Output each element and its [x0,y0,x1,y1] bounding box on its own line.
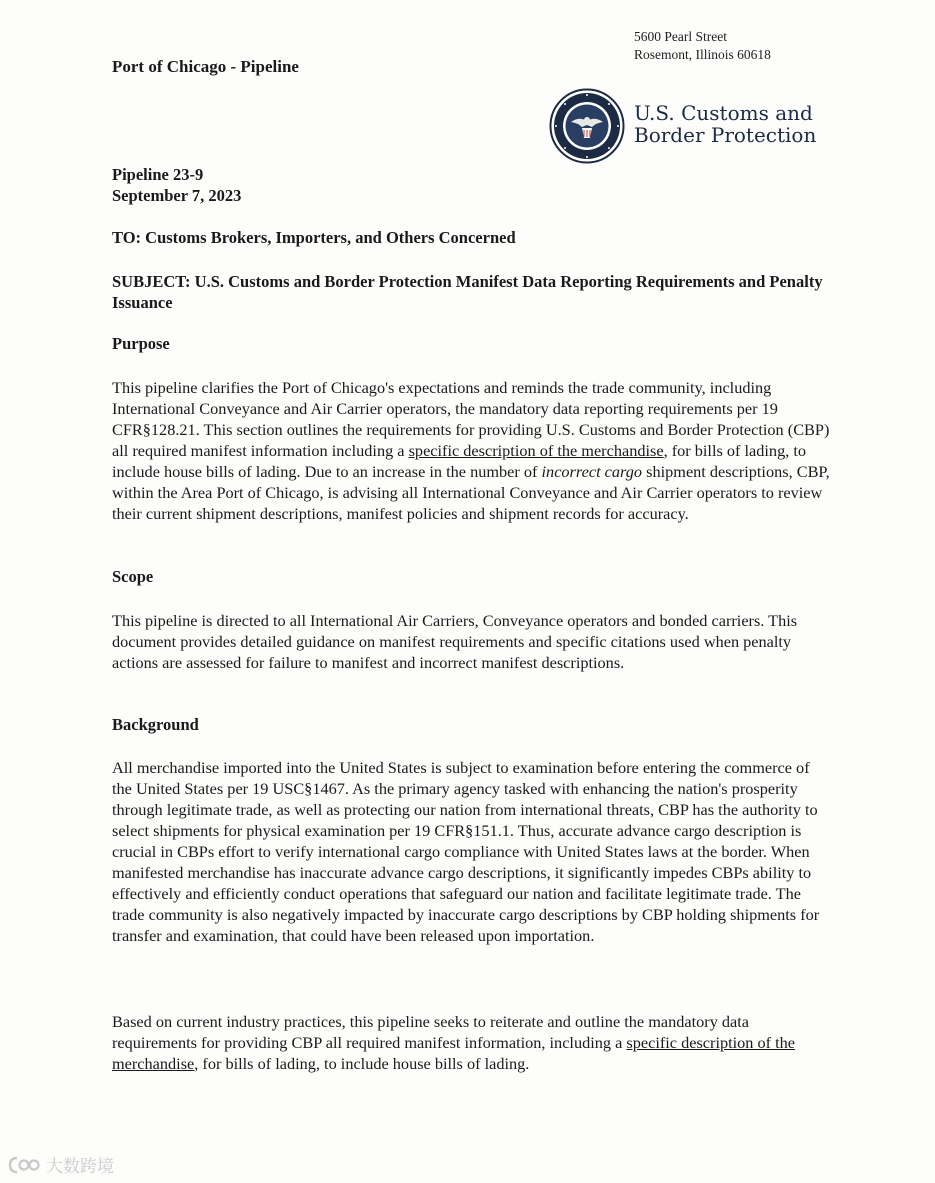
background2-text-b: , for bills of lading, to include house bills of lading. [194,1054,530,1073]
background-heading: Background [112,715,199,734]
watermark-text: 大数跨境 [46,1157,114,1177]
background-paragraph: All merchandise imported into the United States is subject to examination before entering the commerce of the United States per 19 USC§1467. As the primary agency tasked with enhancing the nation's prosperity through legitimate trade, as well as protecting our nation from international threats, CBP has the authority to select shipments for physical examination per 19 CFR§151.1. Thus, accurate advance cargo description is crucial in CBPs effort to verify international cargo compliance with United States laws at the border. When manifested merchandise has inaccurate advance cargo descriptions, it significantly impedes CBPs ability to effectively and efficiently conduct operations that safeguard our nation and facilitate legitimate trade. The trade community is also negatively impacted by inaccurate cargo descriptions by CBP holding shipments for transfer and examination, that could have been released upon importation. [112,758,820,945]
pipeline-date: September 7, 2023 [112,186,242,205]
pipeline-meta [112,164,241,206]
watermark [8,1152,114,1177]
to-line: TO: Customs Brokers, Importers, and Others Concerned [112,228,516,247]
purpose-italic-phrase: incorrect cargo [541,462,643,481]
cbp-seal-icon [549,88,625,164]
background2-text-a: Based on current industry practices, this pipeline seeks to reiterate and outline the mandatory data requirements for providing CBP all required manifest information, including a [112,1012,750,1052]
purpose-paragraph [112,377,832,524]
port-title: Port of Chicago - Pipeline [112,57,299,76]
scope-paragraph: This pipeline is directed to all International Air Carriers, Conveyance operators and bonded carriers. This document provides detailed guidance on manifest requirements and specific citations used when penalty actions are assessed for failure to manifest and incorrect manifest descriptions. [112,611,798,672]
agency-name [634,102,816,146]
background-paragraph-2 [112,1011,832,1074]
background2-underlined-phrase: specific description of the merchandise [112,1033,796,1073]
scope-heading: Scope [112,567,154,586]
purpose-underlined-phrase: specific description of the merchandise [408,441,664,460]
address-line-2: Rosemont, Illinois 60618 [634,47,771,62]
subject-line [112,271,832,313]
return-address [634,28,771,64]
purpose-text-b: , for bills of lading, to include house bills of lading. Due to an increase in the number of [112,441,807,481]
pipeline-number: Pipeline 23-9 [112,165,204,184]
subject-label: SUBJECT: [112,272,191,291]
agency-line-2: Border Protection [634,123,817,147]
address-line-1: 5600 Pearl Street [634,29,727,44]
watermark-logo-icon [8,1155,42,1175]
agency-line-1: U.S. Customs and [634,101,813,125]
purpose-text-a: This pipeline clarifies the Port of Chicago's expectations and reminds the trade community, including International Conveyance and Air Carrier operators, the mandatory data reporting requirements per 19 CFR§128.21. This section outlines the requirements for providing U.S. Customs and Border Protection (CBP) all required manifest information including a [112,378,830,460]
purpose-text-c: shipment descriptions, CBP, within the Area Port of Chicago, is advising all International Conveyance and Air Carrier operators to review their current shipment descriptions, manifest policies and shipment records for accuracy. [112,462,830,523]
purpose-heading: Purpose [112,334,170,353]
subject-text: U.S. Customs and Border Protection Manifest Data Reporting Requirements and Penalty Issuance [112,272,823,312]
